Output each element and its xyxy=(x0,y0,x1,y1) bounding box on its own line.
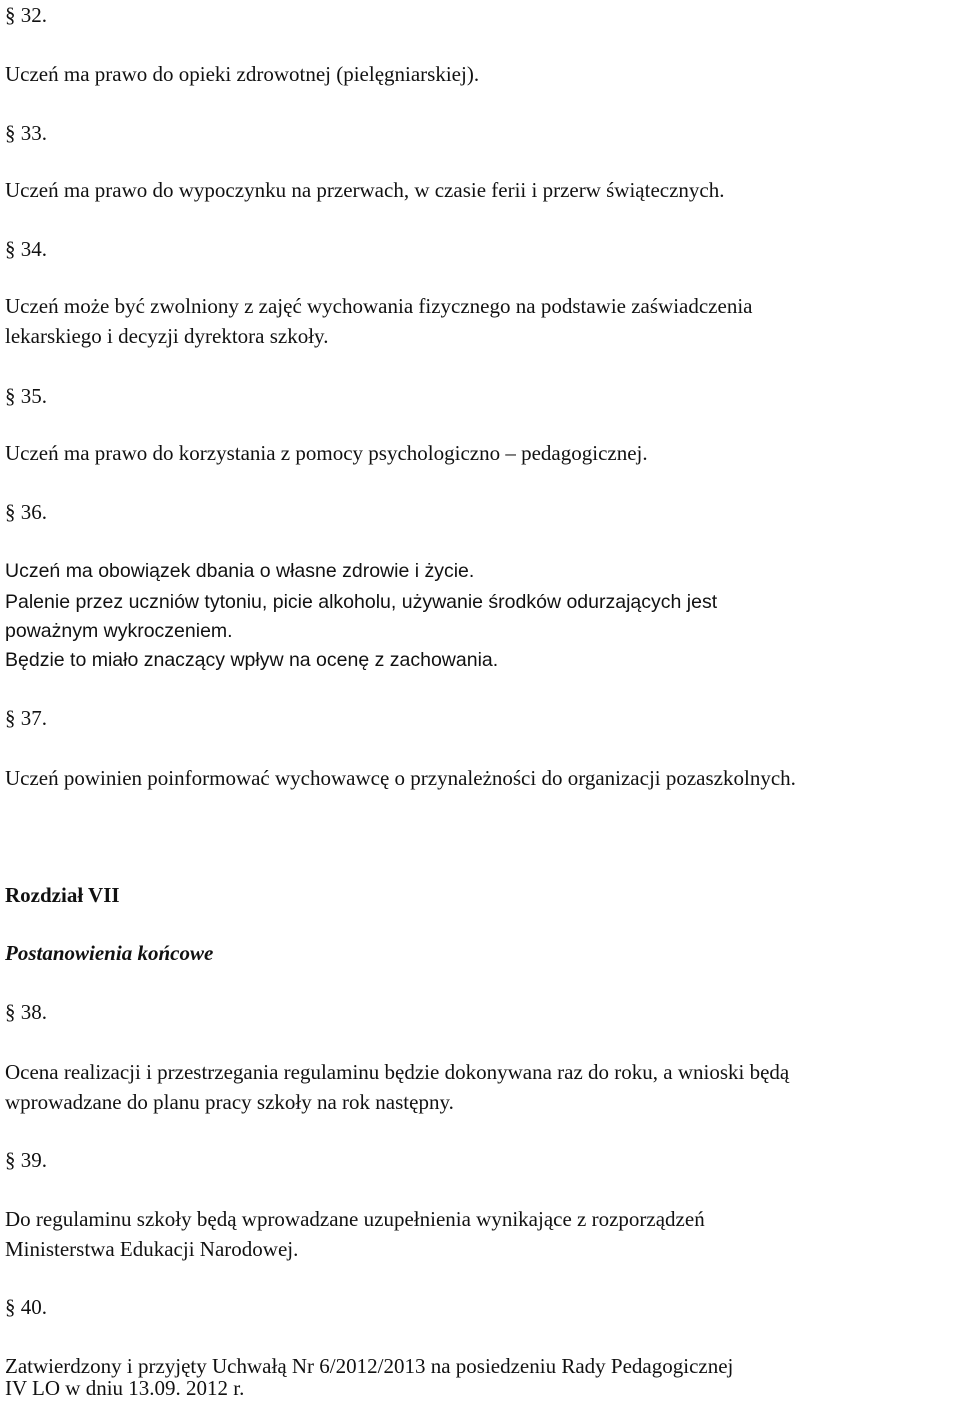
chapter-title: Rozdział VII xyxy=(5,883,120,907)
paragraph-text-37-line-1: Uczeń powinien poinformować wychowawcę o przynależności do organizacji pozaszkolnych. xyxy=(5,766,796,790)
paragraph-number-37: § 37. xyxy=(5,706,47,730)
paragraph-text-36-line-2: Palenie przez uczniów tytoniu, picie alkoholu, używanie środków odurzających jest xyxy=(5,591,718,613)
paragraph-number-38: § 38. xyxy=(5,1000,47,1024)
paragraph-text-39-line-1: Do regulaminu szkoły będą wprowadzane uzupełnienia wynikające z rozporządzeń xyxy=(5,1207,705,1231)
paragraph-number-34: § 34. xyxy=(5,237,47,261)
paragraph-text-35-line-1: Uczeń ma prawo do korzystania z pomocy psychologiczno – pedagogicznej. xyxy=(5,441,648,465)
paragraph-number-40: § 40. xyxy=(5,1295,47,1319)
paragraph-text-39-line-2: Ministerstwa Edukacji Narodowej. xyxy=(5,1237,299,1261)
paragraph-text-33-line-1: Uczeń ma prawo do wypoczynku na przerwach, w czasie ferii i przerw świątecznych. xyxy=(5,178,725,202)
paragraph-number-39: § 39. xyxy=(5,1148,47,1172)
paragraph-text-36-line-4: Będzie to miało znaczący wpływ na ocenę z zachowania. xyxy=(5,649,499,671)
paragraph-number-32: § 32. xyxy=(5,3,47,27)
paragraph-number-33: § 33. xyxy=(5,121,47,145)
paragraph-text-32-line-1: Uczeń ma prawo do opieki zdrowotnej (pielęgniarskiej). xyxy=(5,62,480,86)
paragraph-text-34-line-1: Uczeń może być zwolniony z zajęć wychowania fizycznego na podstawie zaświadczenia xyxy=(5,294,753,318)
paragraph-text-36-line-3: poważnym wykroczeniem. xyxy=(5,620,233,642)
paragraph-text-40-line-1: Zatwierdzony i przyjęty Uchwałą Nr 6/2012/2013 na posiedzeniu Rady Pedagogicznej xyxy=(5,1354,734,1378)
paragraph-text-38-line-1: Ocena realizacji i przestrzegania regulaminu będzie dokonywana raz do roku, a wnioski będą xyxy=(5,1060,790,1084)
paragraph-text-40-line-2: IV LO w dniu 13.09. 2012 r. xyxy=(5,1376,245,1400)
paragraph-text-36-line-1: Uczeń ma obowiązek dbania o własne zdrowie i życie. xyxy=(5,560,475,582)
paragraph-text-38-line-2: wprowadzane do planu pracy szkoły na rok następny. xyxy=(5,1090,454,1114)
paragraph-text-34-line-2: lekarskiego i decyzji dyrektora szkoły. xyxy=(5,324,329,348)
chapter-subtitle: Postanowienia końcowe xyxy=(5,941,214,965)
paragraph-number-35: § 35. xyxy=(5,384,47,408)
paragraph-number-36: § 36. xyxy=(5,500,47,524)
